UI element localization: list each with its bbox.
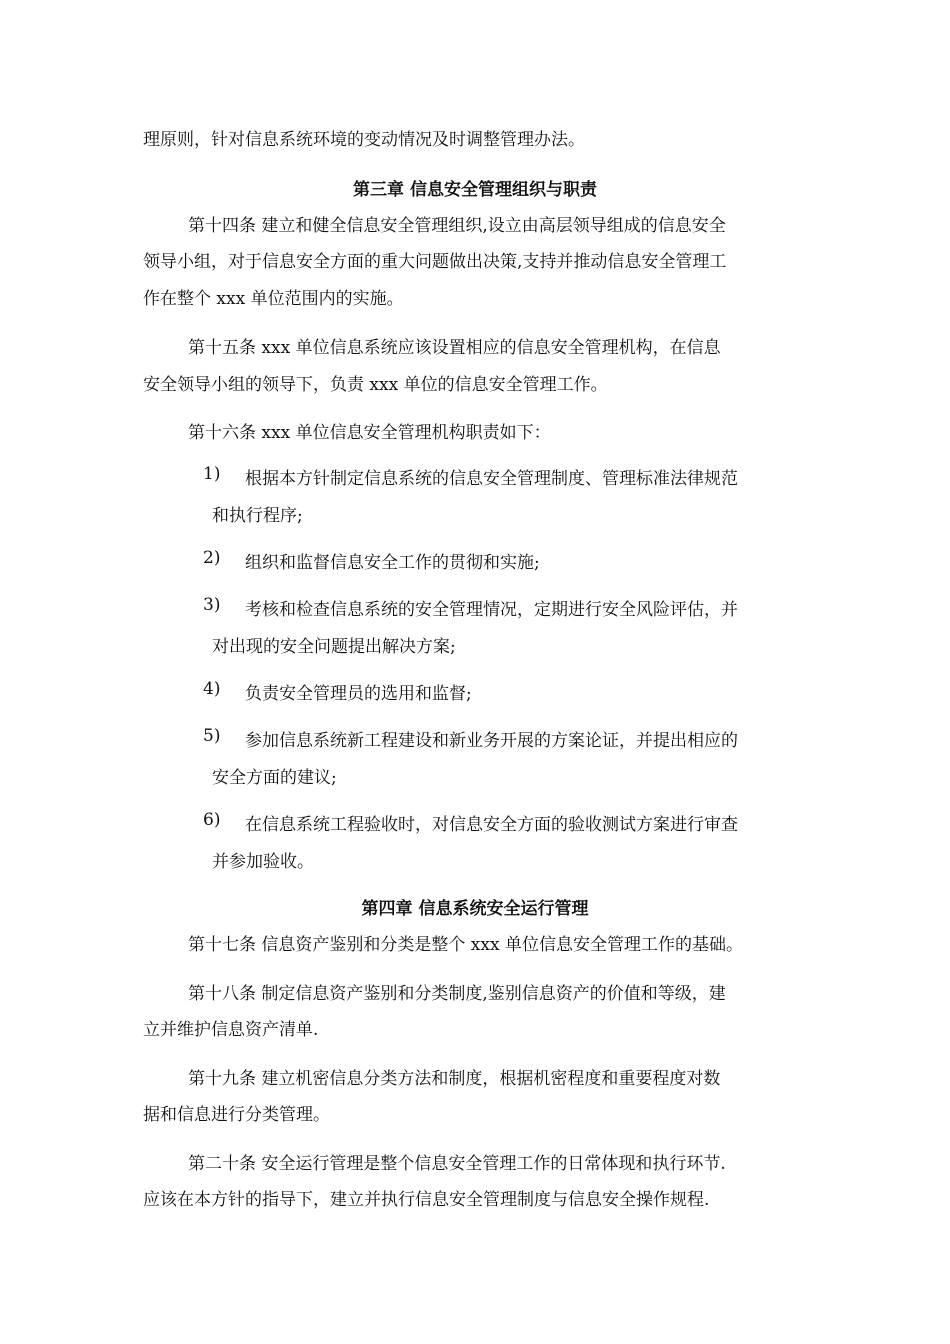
list-item-text: 在信息系统工程验收时，对信息安全方面的验收测试方案进行审查 [245, 815, 738, 835]
list-item-text: 参加信息系统新工程建设和新业务开展的方案论证，并提出相应的 [245, 731, 738, 751]
article-16-line-1: 第十六条 xxx 单位信息安全管理机构职责如下： [188, 423, 551, 443]
list-item-continuation: 安全方面的建议; [212, 768, 337, 788]
list-item-text: 根据本方针制定信息系统的信息安全管理制度、管理标准法律规范 [245, 469, 738, 489]
list-item-number: 5) [203, 726, 221, 746]
article-18-line-2: 立并维护信息资产清单. [143, 1020, 319, 1040]
list-item-number: 4) [203, 679, 221, 699]
list-item-continuation: 对出现的安全问题提出解决方案; [212, 637, 456, 657]
article-14-line-3: 作在整个 xxx 单位范围内的实施。 [143, 289, 404, 309]
article-14-line-2: 领导小组，对于信息安全方面的重大问题做出决策,支持并推动信息安全管理工 [143, 252, 727, 272]
article-14-line-1: 第十四条 建立和健全信息安全管理组织,设立由高层领导组成的信息安全 [188, 216, 726, 236]
article-20-line-1: 第二十条 安全运行管理是整个信息安全管理工作的日常体现和执行环节. [188, 1154, 726, 1174]
list-item-number: 1) [203, 464, 221, 484]
list-item-continuation: 和执行程序; [212, 506, 303, 526]
list-item-text: 负责安全管理员的选用和监督; [245, 684, 472, 704]
article-15-line-2: 安全领导小组的领导下，负责 xxx 单位的信息安全管理工作。 [143, 375, 608, 395]
article-19-line-2: 据和信息进行分类管理。 [143, 1105, 330, 1125]
list-item-continuation: 并参加验收。 [212, 852, 314, 872]
article-18-line-1: 第十八条 制定信息资产鉴别和分类制度,鉴别信息资产的价值和等级，建 [188, 984, 726, 1004]
chapter-3-heading: 第三章 信息安全管理组织与职责 [353, 180, 597, 200]
list-item-number: 3) [203, 595, 221, 615]
article-15-line-1: 第十五条 xxx 单位信息系统应该设置相应的信息安全管理机构，在信息 [188, 338, 721, 358]
list-item-text: 考核和检查信息系统的安全管理情况，定期进行安全风险评估，并 [245, 600, 738, 620]
intro-text-line: 理原则，针对信息系统环境的变动情况及时调整管理办法。 [143, 130, 585, 150]
list-item-number: 6) [203, 810, 221, 830]
article-20-line-2: 应该在本方针的指导下，建立并执行信息安全管理制度与信息安全操作规程. [143, 1190, 710, 1210]
article-17-line-1: 第十七条 信息资产鉴别和分类是整个 xxx 单位信息安全管理工作的基础。 [188, 935, 743, 955]
list-item-number: 2) [203, 548, 221, 568]
article-19-line-1: 第十九条 建立机密信息分类方法和制度，根据机密程度和重要程度对数 [188, 1069, 721, 1089]
list-item-text: 组织和监督信息安全工作的贯彻和实施; [245, 553, 540, 573]
chapter-4-heading: 第四章 信息系统安全运行管理 [361, 899, 589, 919]
